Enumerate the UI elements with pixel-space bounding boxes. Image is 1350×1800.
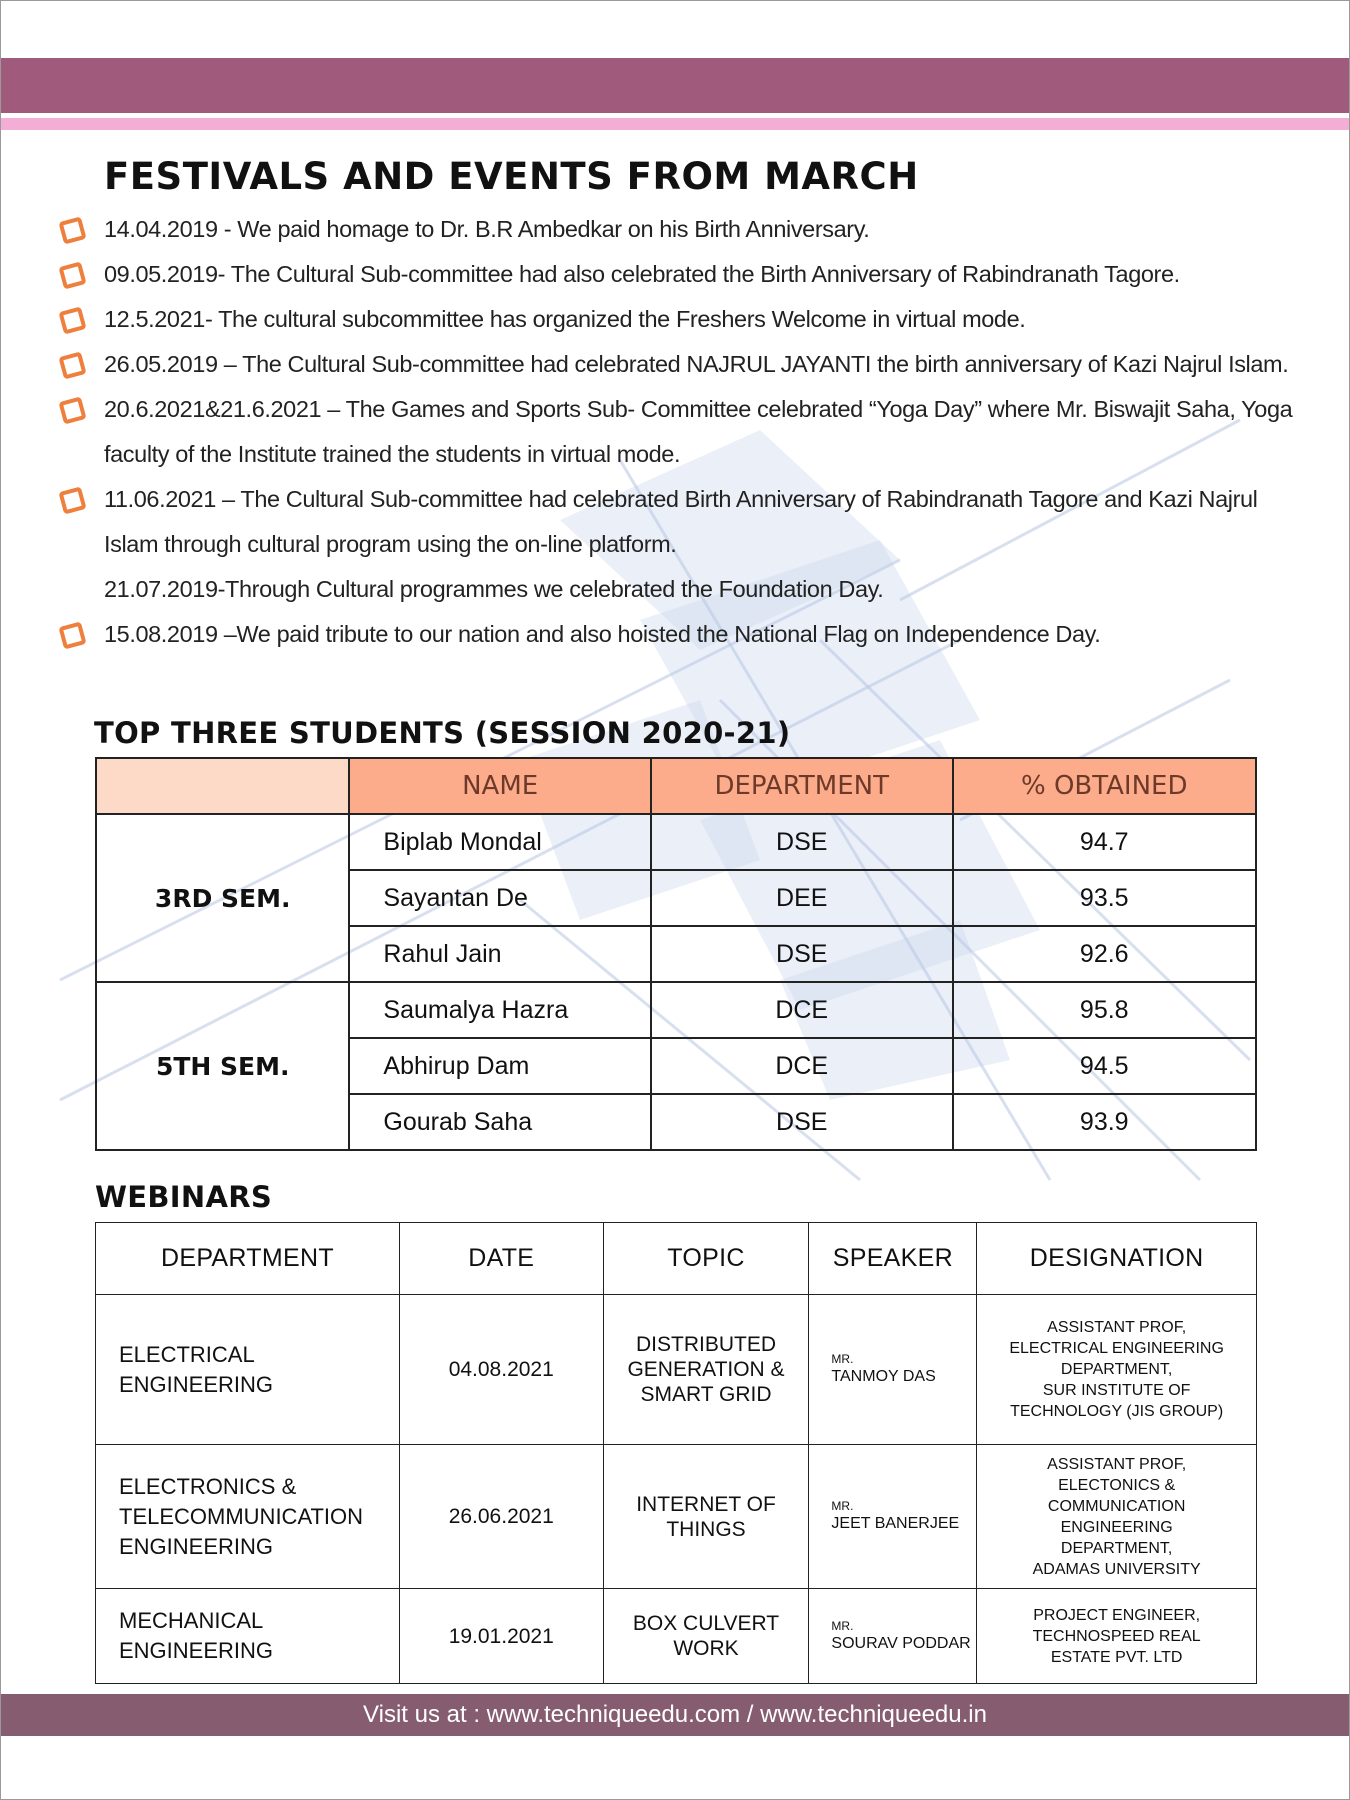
webinar-designation: ASSISTANT PROF, ELECTRICAL ENGINEERING DEPARTMENT, SUR INSTITUTE OF TECHNOLOGY (JIS GROUP)	[977, 1295, 1257, 1445]
bullet-icon	[58, 261, 86, 289]
semester-cell: 5TH SEM.	[96, 982, 349, 1150]
student-percent: 94.5	[953, 1038, 1256, 1094]
event-text: 20.6.2021&21.6.2021 – The Games and Sports Sub- Committee celebrated “Yoga Day” where Mr. Biswajit Saha, Yoga faculty of the Institute trained the students in virtual mode.	[104, 396, 1293, 467]
bullet-icon	[58, 216, 86, 244]
table-row	[96, 1589, 1257, 1684]
student-percent: 93.9	[953, 1094, 1256, 1150]
top-students-heading: TOP THREE STUDENTS (SESSION 2020-21)	[94, 716, 791, 750]
webinar-speaker	[809, 1445, 977, 1589]
bullet-icon	[58, 621, 86, 649]
footer-bar	[1, 1694, 1349, 1736]
header-percent: % OBTAINED	[953, 758, 1256, 814]
event-item	[0, 612, 1304, 657]
student-percent: 92.6	[953, 926, 1256, 982]
table-row	[96, 982, 1256, 1038]
webinar-date: 04.08.2021	[399, 1295, 603, 1445]
event-item	[0, 207, 1304, 252]
table-row	[96, 814, 1256, 870]
header-department: DEPARTMENT	[651, 758, 953, 814]
event-item	[0, 567, 1304, 612]
student-department: DSE	[651, 926, 953, 982]
speaker-name: JEET BANERJEE	[831, 1515, 960, 1532]
student-percent: 95.8	[953, 982, 1256, 1038]
header-corner-cell	[96, 758, 349, 814]
speaker-name: SOURAV PODDAR	[831, 1634, 971, 1652]
header-name: NAME	[349, 758, 651, 814]
student-percent: 93.5	[953, 870, 1256, 926]
event-item	[0, 477, 1304, 567]
table-header-row	[96, 758, 1256, 814]
event-text: 12.5.2021- The cultural subcommittee has organized the Freshers Welcome in virtual mode.	[104, 306, 1026, 332]
header-date: DATE	[399, 1223, 603, 1295]
webinar-designation: ASSISTANT PROF, ELECTONICS & COMMUNICATION ENGINEERING DEPARTMENT, ADAMAS UNIVERSITY	[977, 1445, 1257, 1589]
student-name: Sayantan De	[349, 870, 651, 926]
student-name: Gourab Saha	[349, 1094, 651, 1150]
header-topic: TOPIC	[603, 1223, 809, 1295]
event-item	[0, 297, 1304, 342]
webinar-department: ELECTRONICS & TELECOMMUNICATION ENGINEERING	[96, 1445, 400, 1589]
bullet-icon	[58, 486, 86, 514]
semester-cell: 3RD SEM.	[96, 814, 349, 982]
event-text: 15.08.2019 –We paid tribute to our nation and also hoisted the National Flag on Independence Day.	[104, 621, 1101, 647]
student-department: DEE	[651, 870, 953, 926]
table-header-row	[96, 1223, 1257, 1295]
header-designation: DESIGNATION	[977, 1223, 1257, 1295]
webinar-topic: DISTRIBUTED GENERATION & SMART GRID	[603, 1295, 809, 1445]
header-speaker: SPEAKER	[809, 1223, 977, 1295]
event-item	[0, 387, 1304, 477]
event-item	[0, 342, 1304, 387]
table-row	[96, 1295, 1257, 1445]
student-department: DCE	[651, 982, 953, 1038]
event-text: 09.05.2019- The Cultural Sub-committee had also celebrated the Birth Anniversary of Rabindranath Tagore.	[104, 261, 1180, 287]
top-students-table	[95, 757, 1257, 1151]
footer-text: Visit us at : www.techniqueedu.com / www.techniqueedu.in	[363, 1701, 987, 1728]
webinar-date: 26.06.2021	[399, 1445, 603, 1589]
webinar-topic: INTERNET OF THINGS	[603, 1445, 809, 1589]
event-text: 11.06.2021 – The Cultural Sub-committee had celebrated Birth Anniversary of Rabindranath Tagore and Kazi Najrul Islam through cultural program using the on-line platform.	[104, 486, 1258, 557]
event-text: 21.07.2019-Through Cultural programmes we celebrated the Foundation Day.	[104, 576, 884, 602]
speaker-title: MR.	[831, 1618, 854, 1633]
student-name: Biplab Mondal	[349, 814, 651, 870]
student-name: Saumalya Hazra	[349, 982, 651, 1038]
student-department: DCE	[651, 1038, 953, 1094]
webinar-designation: PROJECT ENGINEER, TECHNOSPEED REAL ESTATE PVT. LTD	[977, 1589, 1257, 1684]
header-bar	[1, 58, 1349, 113]
bullet-icon	[58, 351, 86, 379]
student-name: Rahul Jain	[349, 926, 651, 982]
student-percent: 94.7	[953, 814, 1256, 870]
event-item	[0, 252, 1304, 297]
speaker-title: MR.	[831, 1499, 854, 1513]
events-list	[0, 207, 1350, 657]
webinar-date: 19.01.2021	[399, 1589, 603, 1684]
student-department: DSE	[651, 814, 953, 870]
student-name: Abhirup Dam	[349, 1038, 651, 1094]
event-text: 14.04.2019 - We paid homage to Dr. B.R Ambedkar on his Birth Anniversary.	[104, 216, 870, 242]
webinar-topic: BOX CULVERT WORK	[603, 1589, 809, 1684]
student-department: DSE	[651, 1094, 953, 1150]
webinar-department: MECHANICAL ENGINEERING	[96, 1589, 400, 1684]
webinars-heading: WEBINARS	[95, 1180, 273, 1214]
webinar-department: ELECTRICAL ENGINEERING	[96, 1295, 400, 1445]
events-heading: FESTIVALS AND EVENTS FROM MARCH	[104, 155, 919, 198]
bullet-icon	[58, 306, 86, 334]
speaker-title: MR.	[831, 1352, 854, 1366]
table-row	[96, 1445, 1257, 1589]
event-text: 26.05.2019 – The Cultural Sub-committee had celebrated NAJRUL JAYANTI the birth anniversary of Kazi Najrul Islam.	[104, 351, 1289, 377]
header-department: DEPARTMENT	[96, 1223, 400, 1295]
bullet-icon	[58, 396, 86, 424]
header-stripe	[1, 118, 1349, 130]
speaker-name: TANMOY DAS	[831, 1368, 936, 1385]
webinar-speaker	[809, 1589, 977, 1684]
webinars-table	[95, 1222, 1257, 1684]
webinar-speaker	[809, 1295, 977, 1445]
